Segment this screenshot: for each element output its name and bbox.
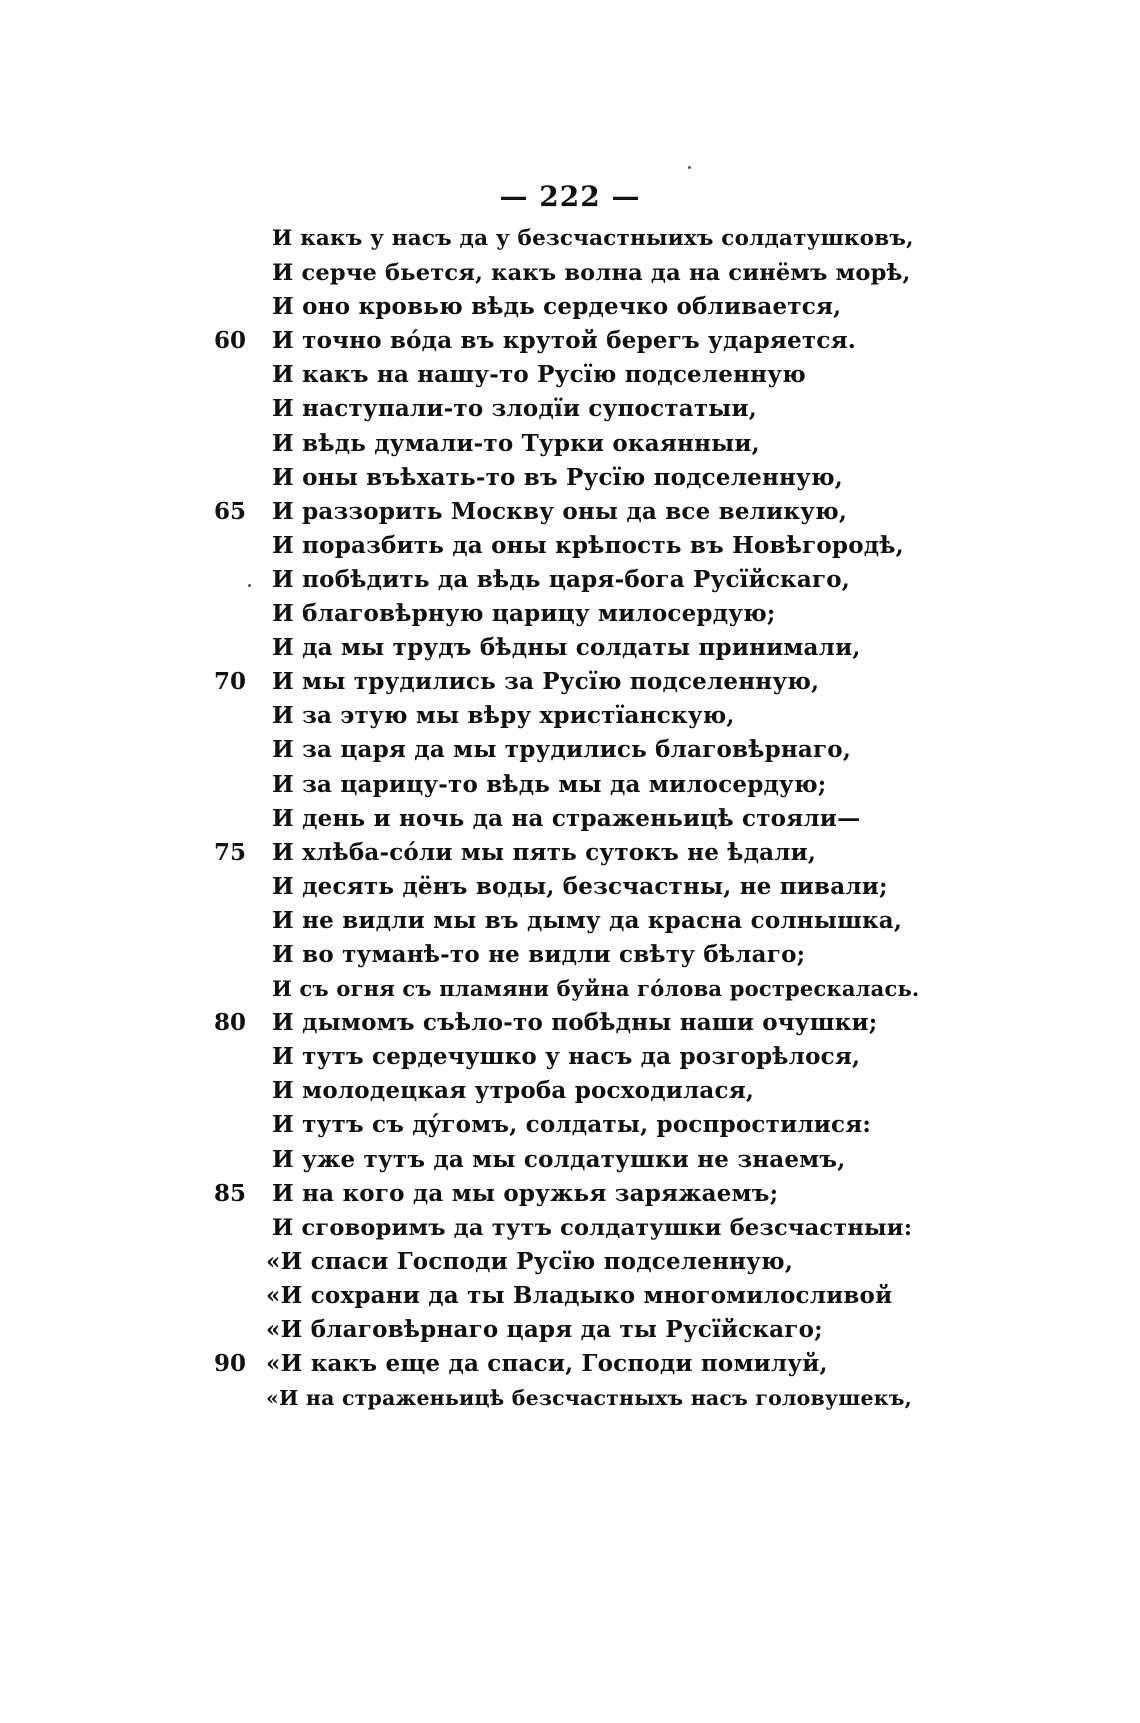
line-text: И какъ на нашу-то Русїю подселенную	[272, 361, 806, 389]
line-text: И сговоримъ да тутъ солдатушки безсчастныи:	[272, 1214, 913, 1241]
line-text: И вѣдь думали-то Турки окаянныи,	[272, 429, 760, 457]
line-text: И не видли мы въ дыму да красна солнышка,	[272, 906, 903, 934]
line-text: И во туманѣ-то не видли свѣту бѣлаго;	[272, 940, 806, 968]
line-text: «И благовѣрнаго царя да ты Русїйскаго;	[266, 1316, 823, 1343]
verse-line	[0, 529, 1140, 563]
ink-speck	[248, 584, 251, 587]
line-text: И уже тутъ да мы солдатушки не знаемъ,	[272, 1145, 846, 1173]
line-text: «И сохрани да ты Владыко многомилосливой	[266, 1281, 893, 1309]
verse-line	[0, 1040, 1140, 1074]
verse-line	[0, 904, 1140, 938]
verse-line	[0, 358, 1140, 392]
verse-line	[0, 222, 1140, 256]
line-text: И раззорить Москву оны да все великую,	[272, 497, 848, 525]
verse-line	[0, 1347, 1140, 1381]
line-text: И на кого да мы оружья заряжаемъ;	[272, 1179, 779, 1207]
verse-line	[0, 392, 1140, 426]
verse-line	[0, 870, 1140, 904]
line-number: 90	[214, 1350, 247, 1378]
verse-line	[0, 938, 1140, 972]
line-text: И дымомъ съѣло-то побѣдны наши очушки;	[272, 1009, 878, 1037]
line-text: «И какъ еще да спаси, Господи помилуй,	[266, 1350, 828, 1378]
line-text: И молодецкая утроба росходилася,	[272, 1077, 755, 1105]
page-number: — 222 —	[499, 180, 641, 213]
line-text: И мы трудились за Русїю подселенную,	[272, 668, 820, 696]
line-text: И хлѣба-сóли мы пять сутокъ не ѣдали,	[272, 838, 817, 866]
line-text: И съ огня съ пламяни буйна гóлова рострескалась.	[272, 976, 920, 1002]
verse-line	[0, 733, 1140, 767]
verse-line	[0, 427, 1140, 461]
line-text: И побѣдить да вѣдь царя-бога Русїйскаго,	[272, 565, 851, 593]
verse-line	[0, 256, 1140, 290]
line-text: И какъ у насъ да у безсчастныихъ солдатушковъ,	[272, 226, 914, 251]
line-text: «И на страженьицѣ безсчастныхъ насъ головушекъ,	[266, 1386, 913, 1411]
verse-line	[0, 1074, 1140, 1108]
verse-line	[0, 461, 1140, 495]
verse-line	[0, 1279, 1140, 1313]
line-text: «И спаси Господи Русїю подселенную,	[266, 1247, 794, 1275]
verse-line	[0, 563, 1140, 597]
line-text: И день и ночь да на страженьицѣ стояли—	[272, 804, 861, 832]
line-text: И серче бьется, какъ волна да на синёмъ морѣ,	[272, 260, 911, 287]
line-text: И за этую мы вѣру христїанскую,	[272, 702, 735, 730]
line-text: И тутъ сердечушко у насъ да розгорѣлося,	[272, 1043, 861, 1071]
line-number: 60	[214, 327, 247, 355]
line-text: И поразбить да оны крѣпость въ Новѣгородѣ,	[272, 531, 904, 559]
verse-line	[0, 597, 1140, 631]
verse-line	[0, 1108, 1140, 1142]
verse-line	[0, 290, 1140, 324]
line-text: И да мы трудъ бѣдны солдаты принимали,	[272, 634, 861, 662]
line-text: И оны въѣхать-то въ Русїю подселенную,	[272, 463, 843, 491]
verse-line	[0, 768, 1140, 802]
line-text: И благовѣрную царицу милосердую;	[272, 600, 776, 628]
line-number: 80	[214, 1009, 247, 1037]
poem-text	[0, 222, 1140, 1415]
verse-line	[0, 802, 1140, 836]
line-text: И оно кровью вѣдь сердечко обливается,	[272, 293, 842, 321]
verse-line	[0, 495, 1140, 529]
verse-line	[0, 1006, 1140, 1040]
verse-line	[0, 631, 1140, 665]
line-text: И тутъ съ дýгомъ, солдаты, роспростилися:	[272, 1111, 872, 1139]
verse-line	[0, 1177, 1140, 1211]
line-text: И наступали-то злодїи супостатыи,	[272, 395, 758, 423]
verse-line	[0, 699, 1140, 733]
line-text: И за царицу-то вѣдь мы да милосердую;	[272, 770, 827, 798]
verse-line	[0, 1381, 1140, 1415]
line-text: И десять дёнъ воды, безсчастны, не пивали;	[272, 872, 888, 900]
line-number: 70	[214, 668, 247, 696]
verse-line	[0, 665, 1140, 699]
verse-line	[0, 1211, 1140, 1245]
line-number: 75	[214, 838, 247, 866]
line-text: И за царя да мы трудились благовѣрнаго,	[272, 736, 852, 764]
line-number: 65	[214, 497, 247, 525]
verse-line	[0, 1143, 1140, 1177]
verse-line	[0, 1313, 1140, 1347]
verse-line	[0, 1245, 1140, 1279]
ink-speck	[688, 166, 691, 169]
verse-line	[0, 324, 1140, 358]
verse-line	[0, 836, 1140, 870]
line-text: И точно вóда въ крутой берегъ ударяется.	[272, 327, 856, 355]
verse-line	[0, 972, 1140, 1006]
line-number: 85	[214, 1179, 247, 1207]
